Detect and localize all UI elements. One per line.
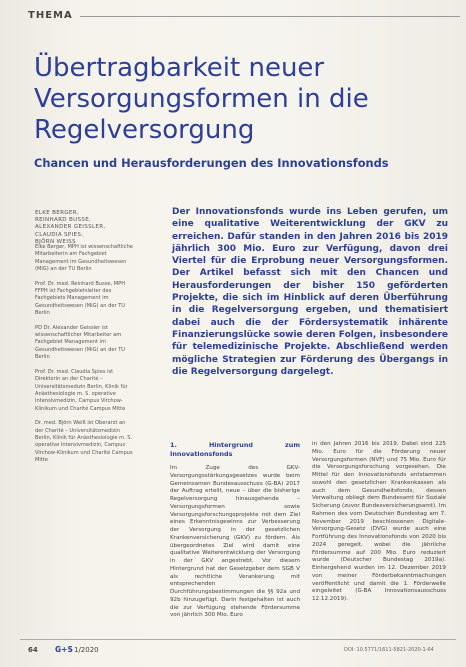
author-bios (35, 244, 135, 472)
body-text: Im Zuge des GKV-Versorgungsstärkungsgesetzes wurde beim Gemeinsamen Bundesausschuss (G-BA) 2017 der Auftrag erteilt, neue – über die bisherige Regelversorgung hinausgehende – Versorgungsformen sowie Versorgungsforschungsprojekte mit dem Ziel eines Erkenntnisgewinns zur Verbesserung der Versorgung in der gesetzlichen Krankenversicherung (GKV) zu fördern. Als übergeordnetes Ziel wird damit eine qualitative Weiterentwicklung der Versorgung in der GKV angestrebt. Vor diesem Hintergrund hat der Gesetzgeber dem SGB V als rechtliche Verankerung mit entsprechenden Durchführungsbestimmungen die §§ 92a und 92b hinzugefügt. Darin festgehalten ist auch die zur Verfügung stehende Fördersumme von jährlich 300 Mio. Euro (170, 465, 300, 619)
page-number: 64 (28, 646, 38, 654)
lead-paragraph (172, 206, 448, 378)
author-name: ELKE BERGER, (35, 210, 80, 216)
doi-reference: DOI: 10.5771/1611-5821-2020-1-64 (344, 647, 434, 653)
body-text: in den Jahren 2016 bis 2019. Dabei sind 225 Mio. Euro für die Förderung neuer Versorgungsformen (NVF) und 75 Mio. Euro für die Versorgungsforschung vorgesehen. Die Mittel für den Innovationsfonds entstammen sowohl den gesetzlichen Krankenkassen als auch dem Gesundheitsfonds, dessen Verwaltung obliegt dem Bundesamt für Soziale Sicherung (zuvor Bundesversicherungsamt). Im Rahmen des vom Deutschen Bundestag am 7. November 2019 beschlossenen Digitale-Versorgung-Gesetz (DVG) wurde auch eine Fortführung des Innovationsfonds von 2020 bis 2024 geregelt, wobei die jährliche Fördersumme auf 200 Mio. Euro reduziert wurde (Deutscher Bundestag 2019a). Einhergehend wurden im 12. Dezember 2019 von meiner Förderbekanntmachungen veröffentlicht und damit die 1. Förderwelle eingeleitet (G-BA Innovationsausschuss 12.12.2019). (312, 441, 446, 602)
author-bio: Elke Berger, MPH ist wissenschaftliche Mitarbeiterin am Fachgebiet Management im Gesundheitswesen (MiG) an der TU Berlin (35, 244, 133, 273)
author-name: ALEXANDER GEISSLER, (35, 224, 106, 231)
author-bio: Prof. Dr. med. Claudia Spies ist Direktorin an der Charité – Universitätsmedizin Berlin, Klinik für Anästhesiologie m. S. operative Intensivmedizin, Campus Virchow-Klinikum und Charité Campus Mitte (35, 368, 128, 412)
footer-rule (20, 639, 456, 640)
author-bio: Dr. med. Björn Weiß ist Oberarzt an der Charité – Universitätsmedizin Berlin, Klinik für Anästhesiologie m. S. operative Intensivmedizin, Campus Virchow-Klinikum und Charité Campus Mitte (35, 420, 133, 464)
author-bio: Prof. Dr. med. Reinhard Busse, MPH FFPH ist Fachgebietsleiter des Fachgebiets Management im Gesundheitswesen (MiG) an der TU Berlin (35, 280, 126, 317)
section-rule (80, 16, 460, 17)
author-list (35, 210, 145, 246)
lead-text: Der Innovationsfonds wurde ins Leben gerufen, um eine qualitative Weiterentwicklung der GKV zu erreichen. Dafür standen in den Jahren 2016 bis 2019 jährlich 300 Mio. Euro zur Verfügung, davon drei Viertel für die Erprobung neuer Versorgungsformen. Der Artikel befasst sich mit den Chancen und Herausforderungen der bisher 150 geförderten Projekte, die sich im Hinblick auf deren Überführung in die Regelversorgung ergeben, und thematisiert dabei auch die der Fördersystematik inhärente Finanzierungslücke sowie deren Folgen, insbesondere für telemedizinische Projekte. Abschließend werden mögliche Strategien zur Förderung des Übergangs in die Regelversorgung dargelegt. (172, 207, 448, 377)
section-heading: 1. Hintergrund zum Innovationsfonds (170, 441, 300, 458)
body-column-left (170, 441, 300, 620)
section-label: THEMA (28, 10, 73, 21)
author-name: BJÖRN WEISS (35, 238, 76, 245)
author-bio: PD Dr. Alexander Geissler ist wissenschaftlicher Mitarbeiter am Fachgebiet Management im Gesundheitswesen (MiG) an der TU Berlin (35, 324, 126, 361)
author-name: CLAUDIA SPIES, (35, 231, 84, 238)
magazine-name: G+S (55, 645, 73, 654)
article-subtitle: Chancen und Herausforderungen des Innovationsfonds (34, 156, 389, 170)
article-title: Übertragbarkeit neuer Versorgungsformen in die Regelversorgung (34, 53, 369, 145)
author-name: REINHARD BUSSE, (35, 217, 92, 224)
body-column-right (312, 441, 446, 604)
issue-number: 1/2020 (74, 646, 99, 654)
